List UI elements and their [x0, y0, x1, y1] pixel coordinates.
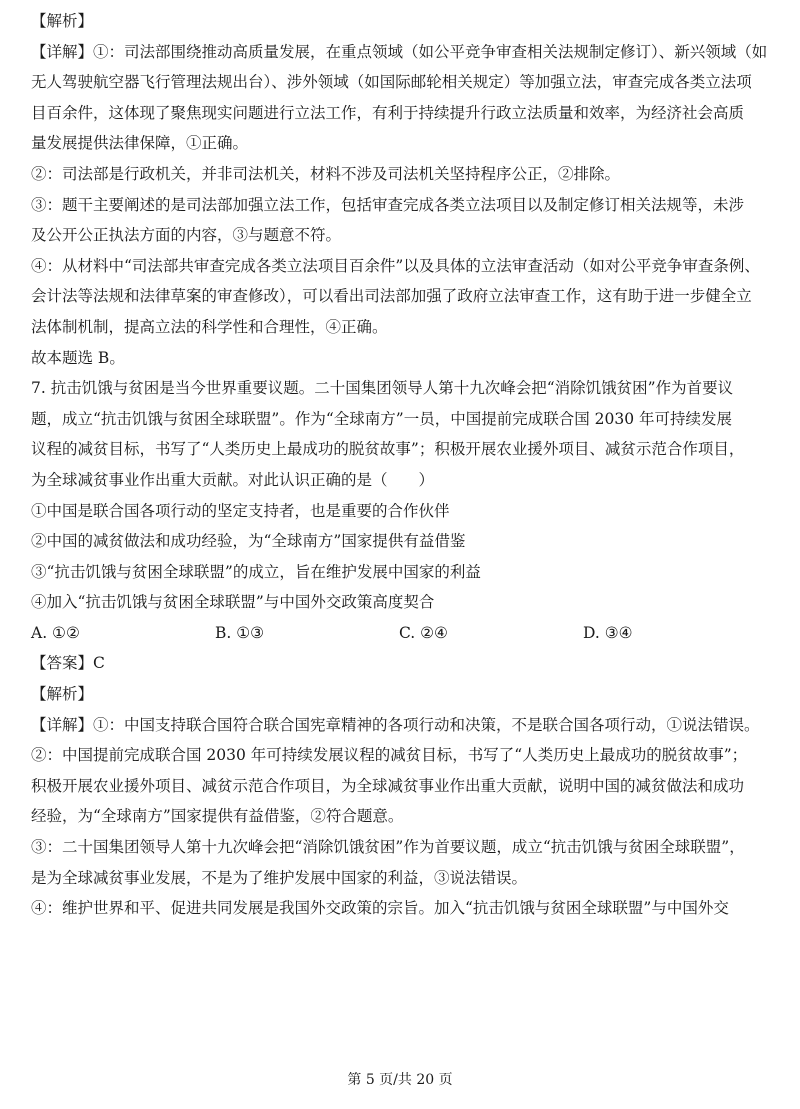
analysis-label: 【解析】: [31, 685, 94, 704]
analysis-text-line: ②：中国提前完成联合国 2030 年可持续发展议程的减贫目标，书写了“人类历史上最成功的脱贫故事”；: [31, 746, 748, 765]
statement-item: ③“抗击饥饿与贫困全球联盟”的成立，旨在维护发展中国家的利益: [31, 562, 481, 581]
document-page: [31, 6, 776, 924]
option-b: B. ①③: [215, 623, 265, 642]
analysis-text-line: 及公开公正执法方面的内容，③与题意不符。: [31, 226, 342, 245]
answer-line: 【答案】C: [31, 654, 105, 673]
statement-item: ①中国是联合国各项行动的坚定支持者，也是重要的合作伙伴: [31, 501, 450, 520]
analysis-text-line: 量发展提供法律保障，①正确。: [31, 134, 249, 153]
analysis-text-line: 经验，为“全球南方”国家提供有益借鉴，②符合题意。: [31, 807, 404, 826]
option-a: A. ①②: [31, 623, 80, 642]
statement-item: ②中国的减贫做法和成功经验，为“全球南方”国家提供有益借鉴: [31, 532, 466, 551]
analysis-text-line: ③：题干主要阐述的是司法部加强立法工作，包括审查完成各类立法项目以及制定修订相关法规等，未涉: [31, 195, 745, 214]
page-number: 第 5 页/共 20 页: [347, 1072, 453, 1088]
analysis-text-line: ③：二十国集团领导人第十九次峰会把“消除饥饿贫困”作为首要议题，成立“抗击饥饿与贫困全球联盟”，: [31, 838, 745, 857]
analysis-text-line: 会计法等法规和法律草案的审查修改），可以看出司法部加强了政府立法审查工作，这有助于进一步健全立: [31, 287, 752, 306]
statement-item: ④加入“抗击饥饿与贫困全球联盟”与中国外交政策高度契合: [31, 593, 435, 612]
conclusion-line: 故本题选 B。: [31, 348, 125, 367]
analysis-text-line: 目百余件，这体现了聚焦现实问题进行立法工作，有利于持续提升行政立法质量和效率，为经济社会高质: [31, 103, 745, 122]
analysis-text-line: 是为全球减贫事业发展，不是为了维护发展中国家的利益，③说法错误。: [31, 868, 528, 887]
question-stem-line: 议程的减贫目标，书写了“人类历史上最成功的脱贫故事”；积极开展农业援外项目、减贫示范合作项目，: [31, 440, 745, 459]
analysis-text-line: ④：维护世界和平、促进共同发展是我国外交政策的宗旨。加入“抗击饥饿与贫困全球联盟”与中国外交: [31, 899, 729, 918]
option-c: C. ②④: [399, 623, 448, 642]
analysis-text-line: 【详解】①：司法部围绕推动高质量发展，在重点领域（如公平竞争审查相关法规制定修订）、新兴领域（如: [31, 42, 768, 61]
question-stem-line: 为全球减贫事业作出重大贡献。对此认识正确的是（ ）: [31, 470, 435, 489]
option-d: D. ③④: [583, 623, 633, 642]
answer-options: [31, 618, 776, 649]
analysis-text-line: 无人驾驶航空器飞行管理法规出台）、涉外领域（如国际邮轮相关规定）等加强立法，审查完成各类立法项: [31, 73, 752, 92]
analysis-text-line: ②：司法部是行政机关，并非司法机关，材料不涉及司法机关坚持程序公正，②排除。: [31, 164, 621, 183]
analysis-text-line: ④：从材料中“司法部共审查完成各类立法项目百余件”以及具体的立法审查活动（如对公平竞争审查条例、: [31, 256, 760, 275]
analysis-label: 【解析】: [31, 12, 94, 30]
analysis-text-line: 法体制机制，提高立法的科学性和合理性，④正确。: [31, 317, 388, 336]
question-stem-line: 7. 抗击饥饿与贫困是当今世界重要议题。二十国集团领导人第十九次峰会把“消除饥饿贫困”作为首要议: [31, 379, 734, 398]
question-stem-line: 题，成立“抗击饥饿与贫困全球联盟”。作为“全球南方”一员，中国提前完成联合国 2030 年可持续发展: [31, 409, 732, 428]
analysis-text-line: 【详解】①：中国支持联合国符合联合国宪章精神的各项行动和决策，不是联合国各项行动，①说法错误。: [31, 715, 760, 734]
analysis-text-line: 积极开展农业援外项目、减贫示范合作项目，为全球减贫事业作出重大贡献，说明中国的减贫做法和成功: [31, 776, 745, 795]
